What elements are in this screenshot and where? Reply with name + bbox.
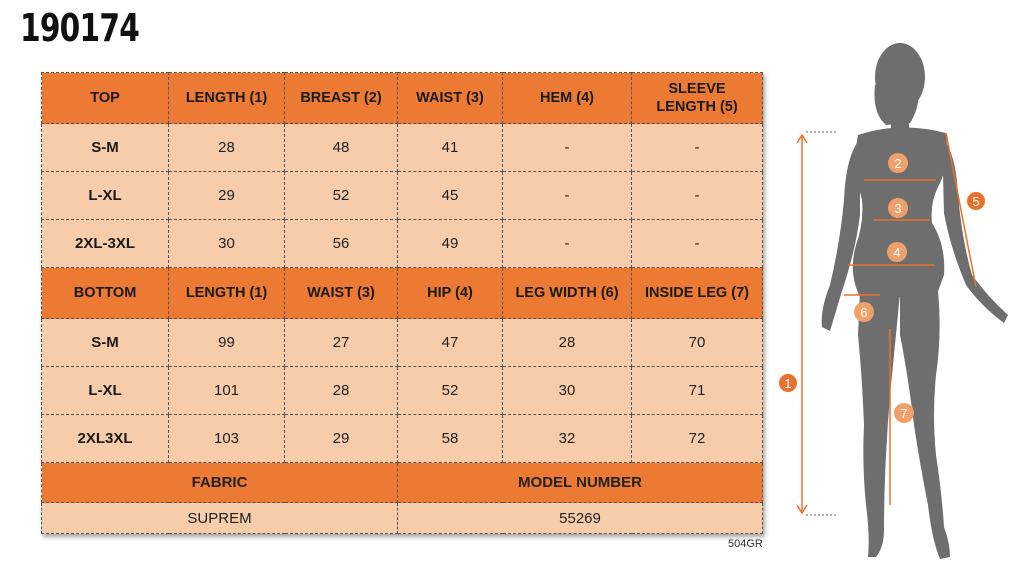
marker-4-label: 4 — [893, 245, 901, 260]
size-label: 2XL3XL — [42, 415, 169, 463]
table-cell: 56 — [285, 220, 398, 268]
size-label: 2XL-3XL — [42, 220, 169, 268]
table-cell: 29 — [285, 415, 398, 463]
table-cell: 47 — [398, 319, 503, 367]
marker-6-label: 6 — [860, 305, 868, 320]
header-cell: LENGTH (1) — [169, 73, 285, 124]
table-cell: 52 — [398, 367, 503, 415]
fabric-value: SUPREM — [42, 503, 398, 534]
table-cell: - — [503, 220, 632, 268]
marker-1-label: 1 — [784, 376, 792, 391]
header-cell: LENGTH (1) — [169, 268, 285, 319]
size-label: S-M — [42, 124, 169, 172]
table-cell: 70 — [632, 319, 763, 367]
marker-2-label: 2 — [894, 156, 902, 171]
size-chart-table — [41, 72, 763, 534]
marker-5-label: 5 — [972, 194, 980, 209]
table-cell: 71 — [632, 367, 763, 415]
footer-code: 504GR — [728, 538, 763, 550]
table-cell: 30 — [169, 220, 285, 268]
table-cell: 28 — [285, 367, 398, 415]
fabric-label: FABRIC — [42, 463, 398, 503]
bottom-header-row — [42, 268, 763, 319]
fabric-header-row — [42, 463, 763, 503]
header-cell: BREAST (2) — [285, 73, 398, 124]
table-cell: 45 — [398, 172, 503, 220]
table-cell: 52 — [285, 172, 398, 220]
table-cell: 32 — [503, 415, 632, 463]
table-cell: 30 — [503, 367, 632, 415]
table-cell: 72 — [632, 415, 763, 463]
table-row — [42, 367, 763, 415]
table-row — [42, 172, 763, 220]
product-code-title: 190174 — [20, 6, 140, 50]
table-cell: 49 — [398, 220, 503, 268]
table-row — [42, 220, 763, 268]
header-cell: INSIDE LEG (7) — [632, 268, 763, 319]
size-label: S-M — [42, 319, 169, 367]
table-cell: 58 — [398, 415, 503, 463]
table-cell: - — [503, 172, 632, 220]
top-header-row — [42, 73, 763, 124]
table-cell: 101 — [169, 367, 285, 415]
marker-7-label: 7 — [900, 406, 908, 421]
header-cell: HEM (4) — [503, 73, 632, 124]
fabric-value-row — [42, 503, 763, 534]
table-cell: 48 — [285, 124, 398, 172]
header-cell: WAIST (3) — [285, 268, 398, 319]
model-number-label: MODEL NUMBER — [398, 463, 763, 503]
table-row — [42, 415, 763, 463]
size-label: L-XL — [42, 172, 169, 220]
table-cell: 29 — [169, 172, 285, 220]
model-number-value: 55269 — [398, 503, 763, 534]
header-cell: SLEEVE LENGTH (5) — [632, 73, 763, 124]
table-cell: 103 — [169, 415, 285, 463]
table-cell: - — [632, 172, 763, 220]
header-cell: WAIST (3) — [398, 73, 503, 124]
marker-3-label: 3 — [894, 201, 902, 216]
table-cell: - — [632, 124, 763, 172]
table-cell: 99 — [169, 319, 285, 367]
header-cell: LEG WIDTH (6) — [503, 268, 632, 319]
size-label: L-XL — [42, 367, 169, 415]
table-row — [42, 319, 763, 367]
table-cell: 28 — [169, 124, 285, 172]
table-cell: 28 — [503, 319, 632, 367]
female-silhouette-icon — [760, 35, 1024, 575]
table-row — [42, 124, 763, 172]
table-cell: 27 — [285, 319, 398, 367]
table-cell: 41 — [398, 124, 503, 172]
header-cell: BOTTOM — [42, 268, 169, 319]
table-cell: - — [632, 220, 763, 268]
header-cell: TOP — [42, 73, 169, 124]
table-cell: - — [503, 124, 632, 172]
header-cell: HIP (4) — [398, 268, 503, 319]
